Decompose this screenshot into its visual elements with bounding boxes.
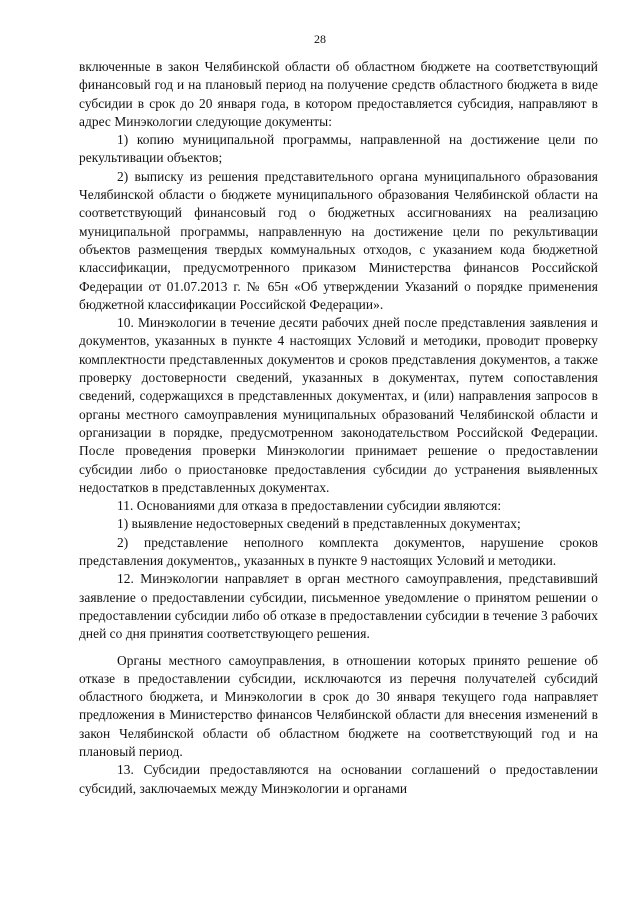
document-body — [79, 58, 598, 798]
clause-13: 13. Субсидии предоставляются на основании соглашений о предоставлении субсидий, заключаемых между Минэкологии и органами — [79, 762, 598, 796]
list-item-budget-extract: 2) выписку из решения представительного органа муниципального образования Челябинской области о бюджете муниципального образования Челябинской области на соответствующий финансовый год о бюджетных ассигнованиях на реализацию муниципальной программы, направленную на достижение цели по рекультивации объектов размещения твердых коммунальных отходов, с указанием кода бюджетной классификации, предусмотренного приказом Министерства финансов Российской Федерации от 01.07.2013 г. № 65н «Об утверждении Указаний о порядке применения бюджетной классификации Российской Федерации». — [79, 168, 598, 312]
clause-11-item-1: 1) выявление недостоверных сведений в представленных документах; — [117, 516, 521, 532]
clause-12: 12. Минэкологии направляет в орган местного самоуправления, представивший заявление о предоставлении субсидии, письменное уведомление о принятом решении о предоставлении субсидии либо об отказе в предоставлении субсидии в течение 3 рабочих дней со дня принятия соответствующего решения. — [79, 571, 598, 642]
clause-10: 10. Минэкологии в течение десяти рабочих дней после представления заявления и документов, указанных в пункте 4 настоящих Условий и методики, проводит проверку комплектности представленных документов и сроков представления документов, а также проверку достоверности сведений, указанных в документах, путем сопоставления сведений, содержащихся в представленных документах, и (или) направления запросов в органы местного самоуправления муниципальных образований Челябинской области и организации в порядке, предусмотренном законодательством Российской Федерации. После проведения проверки Минэкологии принимает решение о предоставлении субсидии либо о приостановке предоставления субсидии до устранения выявленных недостатков в представленных документах. — [79, 315, 598, 495]
paragraph-gap — [79, 644, 598, 652]
page-number: 28 — [314, 32, 326, 46]
clause-11-item-2: 2) представление неполного комплекта документов, нарушение сроков представления документов,, указанных в пункте 9 настоящих Условий и методики. — [79, 534, 598, 569]
clause-11: 11. Основаниями для отказа в предоставлении субсидии являются: — [117, 498, 502, 514]
clause-12-exclusion: Органы местного самоуправления, в отношении которых принято решение об отказе в предоставлении субсидии, исключаются из перечня получателей субсидий областного бюджета, и Минэкологии в срок до 30 января текущего года направляет предложения в Министерство финансов Челябинской области для внесения изменений в закон Челябинской области об областном бюджете на соответствующий год и на плановый период. — [79, 652, 598, 759]
paragraph-intro-continuation: включенные в закон Челябинской области об областном бюджете на соответствующий финансовый год и на плановый период на получение средств областного бюджета в виде субсидии в срок до 20 января года, в котором предоставляется субсидия, направляют в адрес Минэкологии следующие документы: — [79, 59, 598, 129]
list-item-program-copy: 1) копию муниципальной программы, направленной на достижение цели по рекультивации объектов; — [79, 132, 598, 166]
